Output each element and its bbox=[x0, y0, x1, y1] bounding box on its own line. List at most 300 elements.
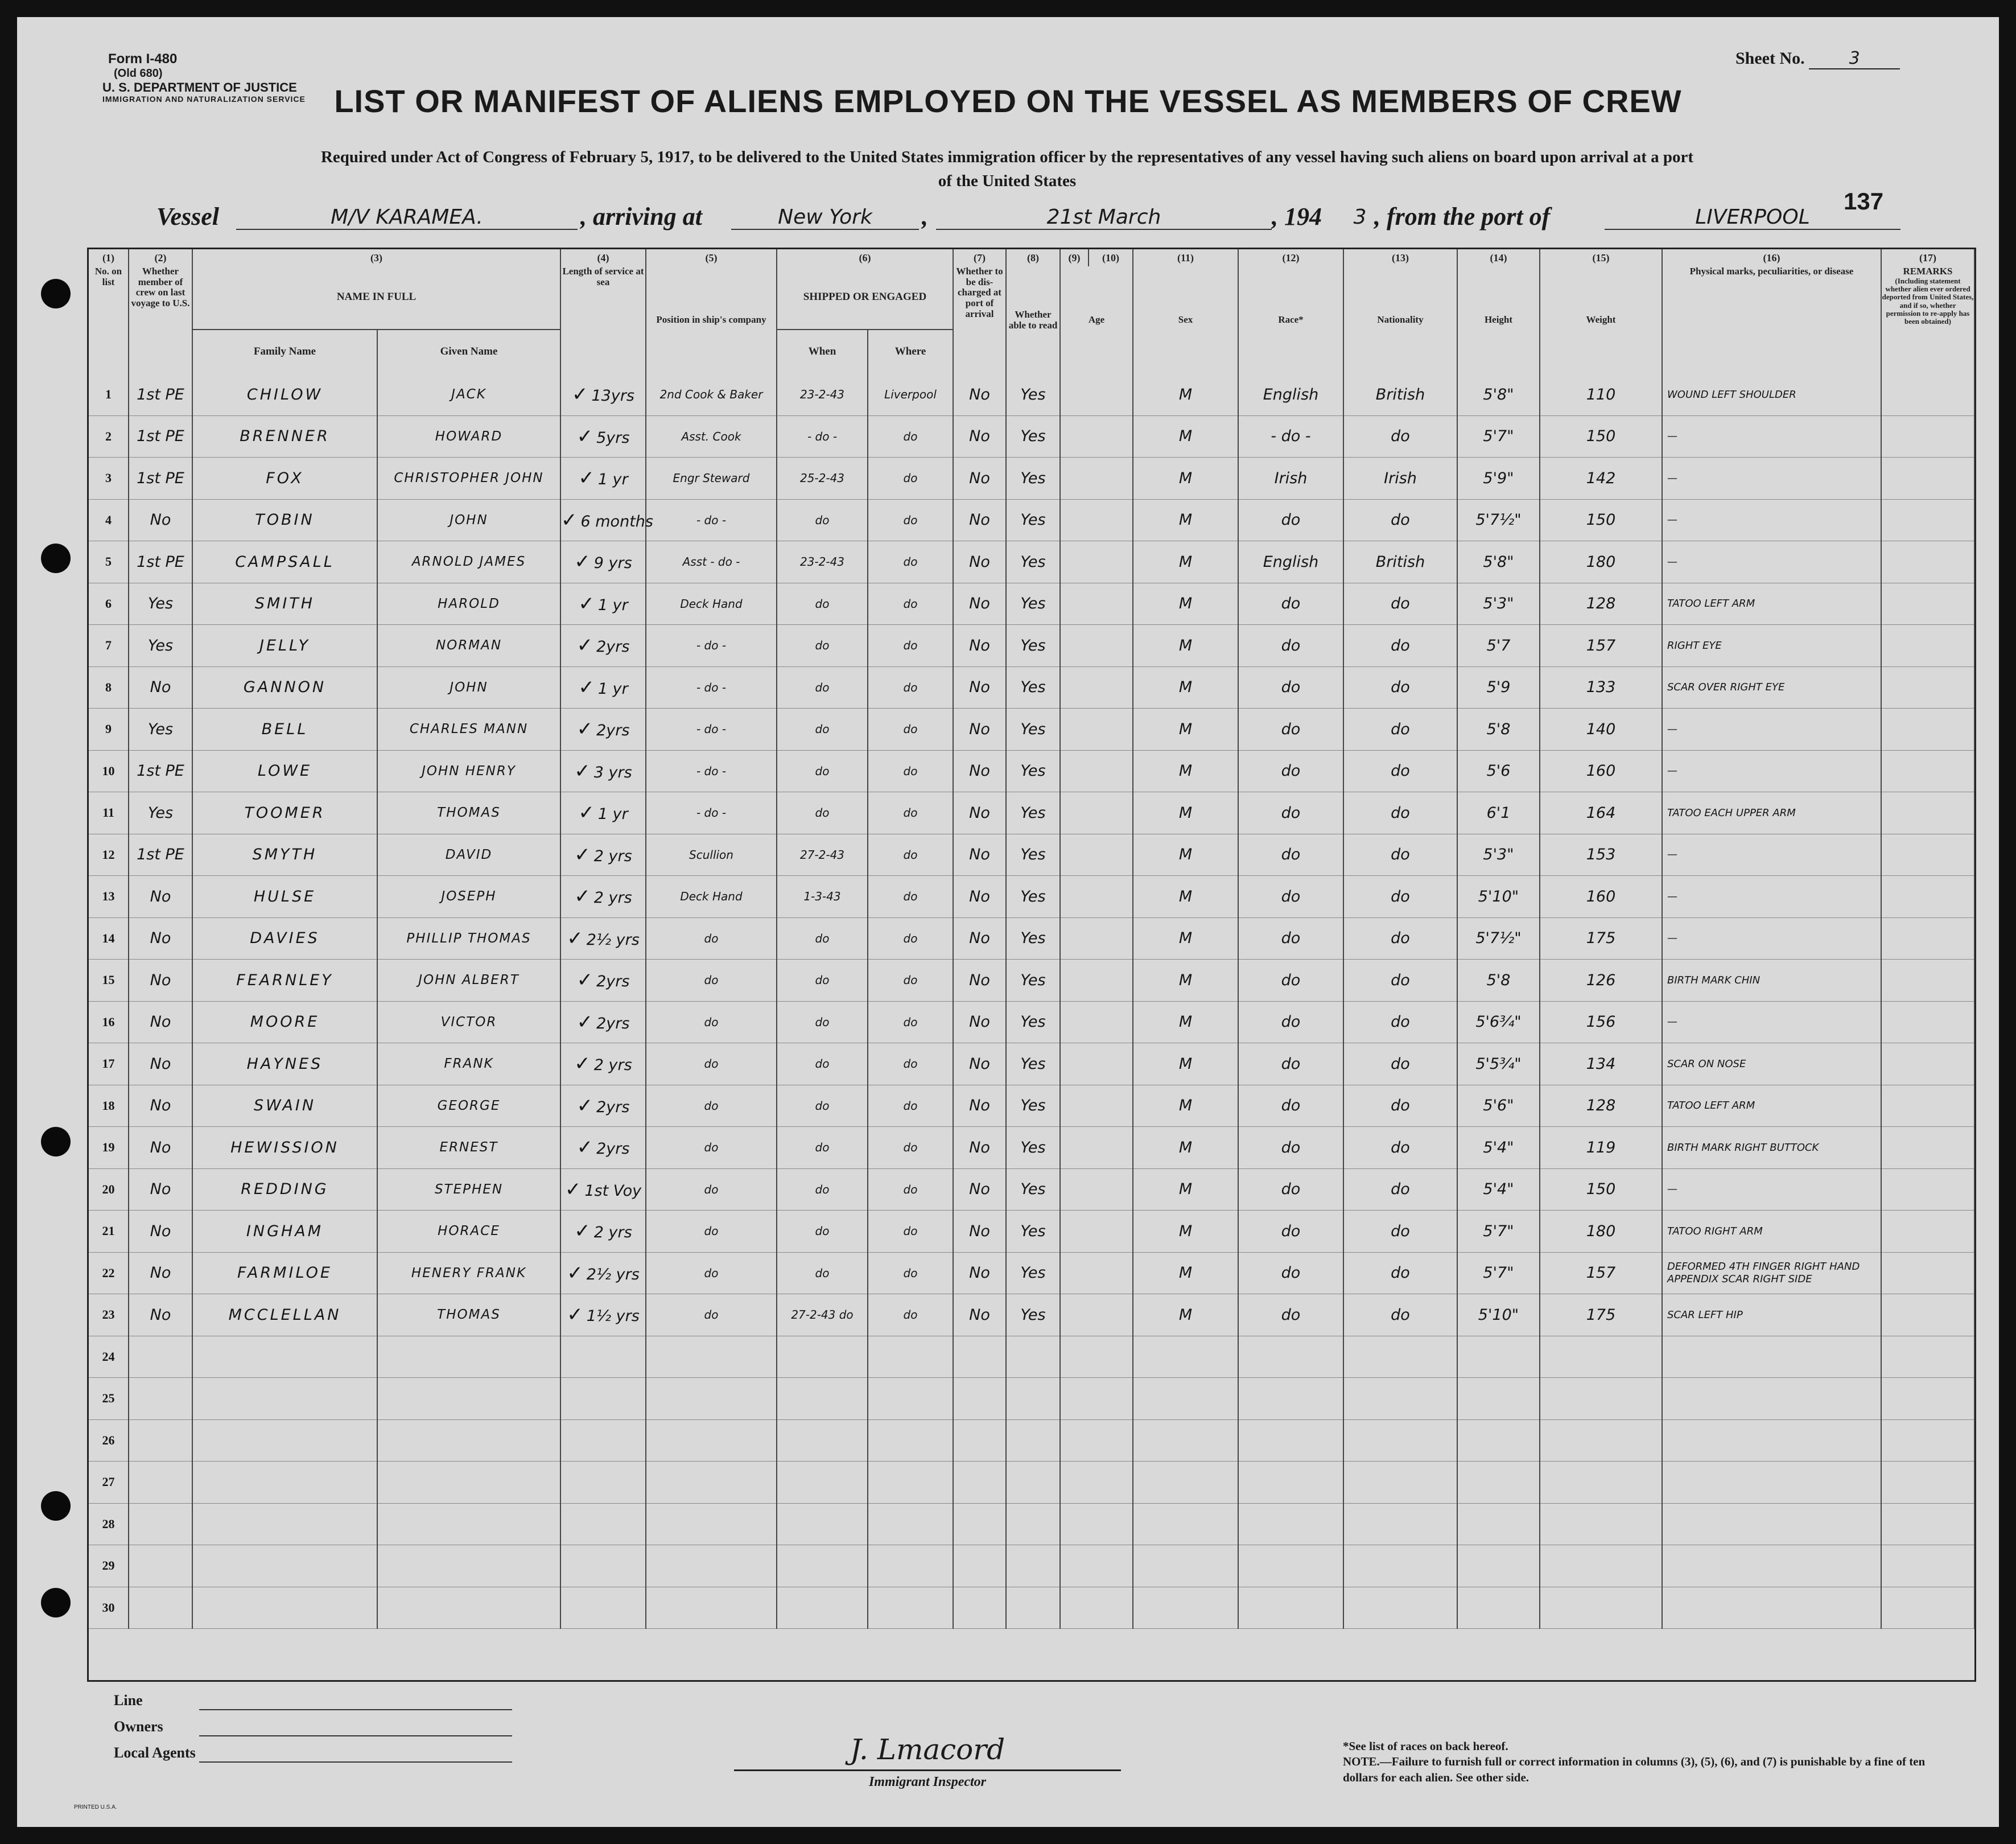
cell-where: do bbox=[868, 666, 953, 709]
cell-race bbox=[1238, 1419, 1343, 1462]
cell-position: do bbox=[646, 917, 777, 960]
header-shipped-engaged: SHIPPED OR ENGAGED bbox=[777, 266, 953, 330]
cell-position bbox=[646, 1336, 777, 1378]
cell-family: FARMILOE bbox=[192, 1252, 377, 1294]
cell-age bbox=[1060, 1336, 1133, 1378]
cell-read bbox=[1006, 1336, 1060, 1378]
cell-remarks bbox=[1881, 1168, 1974, 1211]
cell-sex: M bbox=[1133, 458, 1238, 500]
cell-sex: M bbox=[1133, 876, 1238, 918]
cell-position bbox=[646, 1378, 777, 1420]
cell-weight: 142 bbox=[1540, 458, 1662, 500]
cell-family: SMITH bbox=[192, 583, 377, 625]
cell-where: do bbox=[868, 1085, 953, 1127]
cell-prev bbox=[129, 1378, 192, 1420]
table-row bbox=[89, 625, 1974, 667]
cell-when: do bbox=[777, 625, 868, 667]
cell-position bbox=[646, 1462, 777, 1504]
cell-when: do bbox=[777, 1252, 868, 1294]
cell-disch: No bbox=[953, 834, 1006, 876]
cell-remarks bbox=[1881, 666, 1974, 709]
cell-service: ✓ 2 yrs bbox=[560, 1043, 646, 1085]
cell-position: do bbox=[646, 960, 777, 1002]
cell-position bbox=[646, 1503, 777, 1545]
cell-height: 5'4" bbox=[1457, 1168, 1540, 1211]
table-row bbox=[89, 1545, 1974, 1587]
cell-sex bbox=[1133, 1378, 1238, 1420]
cell-no: 15 bbox=[89, 960, 129, 1002]
cell-height: 5'5¾" bbox=[1457, 1043, 1540, 1085]
cell-nat: do bbox=[1343, 1168, 1457, 1211]
cell-when bbox=[777, 1419, 868, 1462]
cell-family: GANNON bbox=[192, 666, 377, 709]
cell-read: Yes bbox=[1006, 541, 1060, 583]
cell-given: THOMAS bbox=[377, 1294, 560, 1336]
cell-race bbox=[1238, 1587, 1343, 1629]
cell-sex: M bbox=[1133, 1168, 1238, 1211]
cell-nat: do bbox=[1343, 499, 1457, 541]
check-mark-icon: ✓ bbox=[576, 1010, 593, 1034]
cell-when: do bbox=[777, 1127, 868, 1169]
binder-hole bbox=[41, 1588, 71, 1617]
cell-height: 5'7" bbox=[1457, 1252, 1540, 1294]
cell-given: NORMAN bbox=[377, 625, 560, 667]
cell-sex: M bbox=[1133, 374, 1238, 415]
cell-race: do bbox=[1238, 792, 1343, 834]
cell-prev: No bbox=[129, 499, 192, 541]
cell-given: ARNOLD JAMES bbox=[377, 541, 560, 583]
cell-disch: No bbox=[953, 750, 1006, 792]
header-physical-marks: Physical marks, peculiarities, or disease bbox=[1662, 266, 1881, 374]
cell-weight: 160 bbox=[1540, 876, 1662, 918]
cell-family: INGHAM bbox=[192, 1211, 377, 1253]
cell-height: 5'9 bbox=[1457, 666, 1540, 709]
cell-prev: 1st PE bbox=[129, 750, 192, 792]
cell-family: LOWE bbox=[192, 750, 377, 792]
cell-position: - do - bbox=[646, 792, 777, 834]
header-race: Race* bbox=[1238, 266, 1343, 374]
cell-service: ✓ 3 yrs bbox=[560, 750, 646, 792]
cell-nat: do bbox=[1343, 960, 1457, 1002]
cell-where: do bbox=[868, 1043, 953, 1085]
cell-given: CHARLES MANN bbox=[377, 709, 560, 751]
cell-weight: 160 bbox=[1540, 750, 1662, 792]
table-row bbox=[89, 1294, 1974, 1336]
cell-when: do bbox=[777, 1001, 868, 1043]
binder-hole bbox=[41, 1491, 71, 1521]
table-row bbox=[89, 541, 1974, 583]
cell-sex bbox=[1133, 1462, 1238, 1504]
cell-prev bbox=[129, 1419, 192, 1462]
cell-phys: BIRTH MARK CHIN bbox=[1662, 960, 1881, 1002]
cell-disch: No bbox=[953, 709, 1006, 751]
cell-given: DAVID bbox=[377, 834, 560, 876]
cell-service bbox=[560, 1587, 646, 1629]
cell-service: ✓ 2½ yrs bbox=[560, 917, 646, 960]
cell-phys: — bbox=[1662, 750, 1881, 792]
cell-height: 5'8 bbox=[1457, 960, 1540, 1002]
cell-disch: No bbox=[953, 1168, 1006, 1211]
cell-race: do bbox=[1238, 1001, 1343, 1043]
cell-weight bbox=[1540, 1378, 1662, 1420]
cell-where: do bbox=[868, 709, 953, 751]
cell-when: 27-2-43 do bbox=[777, 1294, 868, 1336]
cell-race: do bbox=[1238, 1211, 1343, 1253]
table-row bbox=[89, 792, 1974, 834]
cell-sex: M bbox=[1133, 1043, 1238, 1085]
cell-age bbox=[1060, 1462, 1133, 1504]
check-mark-icon: ✓ bbox=[576, 718, 593, 741]
cell-no: 2 bbox=[89, 415, 129, 458]
cell-phys: SCAR OVER RIGHT EYE bbox=[1662, 666, 1881, 709]
cell-height bbox=[1457, 1545, 1540, 1587]
cell-nat: do bbox=[1343, 750, 1457, 792]
cell-read: Yes bbox=[1006, 1252, 1060, 1294]
cell-prev: No bbox=[129, 666, 192, 709]
cell-when bbox=[777, 1587, 868, 1629]
check-mark-icon: ✓ bbox=[571, 383, 588, 406]
cell-nat bbox=[1343, 1336, 1457, 1378]
cell-remarks bbox=[1881, 415, 1974, 458]
cell-nat: Irish bbox=[1343, 458, 1457, 500]
cell-when: 27-2-43 bbox=[777, 834, 868, 876]
cell-remarks bbox=[1881, 750, 1974, 792]
cell-phys: SCAR ON NOSE bbox=[1662, 1043, 1881, 1085]
cell-nat: do bbox=[1343, 1001, 1457, 1043]
cell-position: 2nd Cook & Baker bbox=[646, 374, 777, 415]
check-mark-icon: ✓ bbox=[578, 592, 595, 615]
document-subtitle: Required under Act of Congress of February 5, 1917, to be delivered to the United States immigration officer by the representatives of any vessel having such aliens on board upon arrival at a port of the United States bbox=[320, 148, 1694, 191]
cell-height: 5'4" bbox=[1457, 1127, 1540, 1169]
cell-service: ✓ 2yrs bbox=[560, 625, 646, 667]
cell-disch bbox=[953, 1587, 1006, 1629]
cell-where: do bbox=[868, 792, 953, 834]
cell-where: do bbox=[868, 1001, 953, 1043]
cell-phys: WOUND LEFT SHOULDER bbox=[1662, 374, 1881, 415]
check-mark-icon: ✓ bbox=[567, 1261, 583, 1285]
cell-sex: M bbox=[1133, 541, 1238, 583]
cell-service: ✓ 1 yr bbox=[560, 458, 646, 500]
cell-sex: M bbox=[1133, 1085, 1238, 1127]
cell-age bbox=[1060, 917, 1133, 960]
cell-family bbox=[192, 1419, 377, 1462]
cell-sex: M bbox=[1133, 583, 1238, 625]
departure-port: LIVERPOOL bbox=[1605, 205, 1900, 230]
check-mark-icon: ✓ bbox=[576, 969, 593, 992]
cell-given: CHRISTOPHER JOHN bbox=[377, 458, 560, 500]
cell-read: Yes bbox=[1006, 666, 1060, 709]
cell-weight: 133 bbox=[1540, 666, 1662, 709]
cell-position: do bbox=[646, 1127, 777, 1169]
cell-sex: M bbox=[1133, 499, 1238, 541]
cell-weight: 164 bbox=[1540, 792, 1662, 834]
cell-phys bbox=[1662, 1336, 1881, 1378]
cell-no: 1 bbox=[89, 374, 129, 415]
check-mark-icon: ✓ bbox=[574, 1220, 591, 1243]
cell-age bbox=[1060, 666, 1133, 709]
cell-race bbox=[1238, 1378, 1343, 1420]
cell-position: do bbox=[646, 1168, 777, 1211]
cell-age bbox=[1060, 1001, 1133, 1043]
cell-no: 26 bbox=[89, 1419, 129, 1462]
cell-race: do bbox=[1238, 917, 1343, 960]
cell-weight: 157 bbox=[1540, 625, 1662, 667]
cell-sex: M bbox=[1133, 917, 1238, 960]
cell-weight bbox=[1540, 1336, 1662, 1378]
cell-age bbox=[1060, 541, 1133, 583]
cell-service: ✓ 9 yrs bbox=[560, 541, 646, 583]
cell-family: DAVIES bbox=[192, 917, 377, 960]
cell-sex bbox=[1133, 1336, 1238, 1378]
cell-weight: 128 bbox=[1540, 1085, 1662, 1127]
cell-disch: No bbox=[953, 792, 1006, 834]
cell-race: English bbox=[1238, 374, 1343, 415]
cell-no: 30 bbox=[89, 1587, 129, 1629]
header-discharged: Whether to be dis-charged at port of arrival bbox=[953, 266, 1006, 374]
cell-service: ✓ 2½ yrs bbox=[560, 1252, 646, 1294]
cell-no: 17 bbox=[89, 1043, 129, 1085]
cell-height: 5'7" bbox=[1457, 415, 1540, 458]
cell-when: 25-2-43 bbox=[777, 458, 868, 500]
cell-remarks bbox=[1881, 1211, 1974, 1253]
crew-rows bbox=[89, 374, 1974, 1629]
column-number-row: (1) (2) (3) (4) (5) (6) (7) (8) (9) (10) (11) (12) (13) (14) (15) (16) (17) bbox=[89, 249, 1974, 266]
cell-read: Yes bbox=[1006, 750, 1060, 792]
cell-no: 5 bbox=[89, 541, 129, 583]
cell-race: do bbox=[1238, 750, 1343, 792]
cell-remarks bbox=[1881, 1503, 1974, 1545]
cell-race: do bbox=[1238, 583, 1343, 625]
printed-mark: PRINTED U.S.A. bbox=[74, 1804, 117, 1810]
header-height: Height bbox=[1457, 266, 1540, 374]
cell-given: STEPHEN bbox=[377, 1168, 560, 1211]
cell-remarks bbox=[1881, 458, 1974, 500]
cell-read bbox=[1006, 1419, 1060, 1462]
cell-nat: do bbox=[1343, 1252, 1457, 1294]
cell-no: 25 bbox=[89, 1378, 129, 1420]
cell-race: do bbox=[1238, 1085, 1343, 1127]
cell-nat: do bbox=[1343, 1043, 1457, 1085]
cell-sex: M bbox=[1133, 750, 1238, 792]
cell-when: do bbox=[777, 917, 868, 960]
cell-height: 5'6" bbox=[1457, 1085, 1540, 1127]
cell-service: ✓ 1½ yrs bbox=[560, 1294, 646, 1336]
cell-no: 4 bbox=[89, 499, 129, 541]
cell-given: VICTOR bbox=[377, 1001, 560, 1043]
cell-weight: 150 bbox=[1540, 499, 1662, 541]
header-given-name: Given Name bbox=[377, 330, 560, 374]
cell-where: do bbox=[868, 917, 953, 960]
cell-position: do bbox=[646, 1043, 777, 1085]
cell-no: 20 bbox=[89, 1168, 129, 1211]
header-nationality: Nationality bbox=[1343, 266, 1457, 374]
cell-no: 23 bbox=[89, 1294, 129, 1336]
cell-height: 5'8 bbox=[1457, 709, 1540, 751]
cell-when: do bbox=[777, 1168, 868, 1211]
inspector-signature: J. Lmacord Immigrant Inspector bbox=[734, 1733, 1121, 1790]
cell-race: do bbox=[1238, 625, 1343, 667]
cell-sex bbox=[1133, 1419, 1238, 1462]
cell-nat: do bbox=[1343, 834, 1457, 876]
cell-read bbox=[1006, 1503, 1060, 1545]
cell-prev bbox=[129, 1503, 192, 1545]
cell-phys: — bbox=[1662, 499, 1881, 541]
cell-family: JELLY bbox=[192, 625, 377, 667]
cell-service bbox=[560, 1462, 646, 1504]
cell-where: Liverpool bbox=[868, 374, 953, 415]
cell-service: ✓ 1st Voy bbox=[560, 1168, 646, 1211]
cell-remarks bbox=[1881, 834, 1974, 876]
cell-family bbox=[192, 1378, 377, 1420]
cell-service: ✓ 1 yr bbox=[560, 666, 646, 709]
year-digit: 3 bbox=[1353, 205, 1367, 229]
vessel-label: Vessel bbox=[156, 203, 219, 230]
cell-no: 8 bbox=[89, 666, 129, 709]
cell-where: do bbox=[868, 1252, 953, 1294]
cell-sex: M bbox=[1133, 709, 1238, 751]
cell-weight: 119 bbox=[1540, 1127, 1662, 1169]
cell-disch: No bbox=[953, 1294, 1006, 1336]
cell-age bbox=[1060, 709, 1133, 751]
cell-race: do bbox=[1238, 1043, 1343, 1085]
cell-height bbox=[1457, 1587, 1540, 1629]
cell-sex bbox=[1133, 1545, 1238, 1587]
cell-when: do bbox=[777, 1211, 868, 1253]
cell-height: 5'7½" bbox=[1457, 499, 1540, 541]
cell-weight: 150 bbox=[1540, 415, 1662, 458]
cell-disch: No bbox=[953, 415, 1006, 458]
cell-sex: M bbox=[1133, 792, 1238, 834]
cell-read: Yes bbox=[1006, 709, 1060, 751]
cell-sex: M bbox=[1133, 1001, 1238, 1043]
header-sex: Sex bbox=[1133, 266, 1238, 374]
cell-phys bbox=[1662, 1419, 1881, 1462]
cell-family: TOOMER bbox=[192, 792, 377, 834]
cell-family bbox=[192, 1545, 377, 1587]
cell-where bbox=[868, 1545, 953, 1587]
cell-position: Deck Hand bbox=[646, 583, 777, 625]
table-row bbox=[89, 1211, 1974, 1253]
table-row bbox=[89, 499, 1974, 541]
local-agents-field: Local Agents bbox=[114, 1740, 512, 1766]
cell-family: BRENNER bbox=[192, 415, 377, 458]
cell-given bbox=[377, 1545, 560, 1587]
cell-weight: 175 bbox=[1540, 1294, 1662, 1336]
cell-position bbox=[646, 1419, 777, 1462]
header-when: When bbox=[777, 330, 868, 374]
cell-disch: No bbox=[953, 666, 1006, 709]
cell-read: Yes bbox=[1006, 960, 1060, 1002]
header-length-service: Length of service at sea bbox=[560, 266, 646, 374]
cell-when: do bbox=[777, 1085, 868, 1127]
cell-prev: 1st PE bbox=[129, 374, 192, 415]
cell-family: HEWISSION bbox=[192, 1127, 377, 1169]
cell-phys: TATOO LEFT ARM bbox=[1662, 583, 1881, 625]
cell-given: JOHN bbox=[377, 499, 560, 541]
cell-service: ✓ 2 yrs bbox=[560, 1211, 646, 1253]
cell-phys: — bbox=[1662, 541, 1881, 583]
check-mark-icon: ✓ bbox=[574, 1052, 591, 1076]
cell-disch: No bbox=[953, 458, 1006, 500]
cell-service bbox=[560, 1545, 646, 1587]
cell-sex: M bbox=[1133, 666, 1238, 709]
cell-where: do bbox=[868, 834, 953, 876]
cell-position: - do - bbox=[646, 709, 777, 751]
cell-remarks bbox=[1881, 709, 1974, 751]
crew-table-frame bbox=[87, 248, 1976, 1682]
form-identifier: Form I-480 (Old 680) U. S. DEPARTMENT OF JUSTICE IMMIGRATION AND NATURALIZATION SERVICE bbox=[102, 51, 306, 104]
cell-read: Yes bbox=[1006, 1001, 1060, 1043]
cell-prev: No bbox=[129, 960, 192, 1002]
cell-height: 5'8" bbox=[1457, 541, 1540, 583]
cell-weight: 128 bbox=[1540, 583, 1662, 625]
cell-sex: M bbox=[1133, 415, 1238, 458]
cell-remarks bbox=[1881, 1378, 1974, 1420]
cell-height: 5'7½" bbox=[1457, 917, 1540, 960]
cell-read: Yes bbox=[1006, 374, 1060, 415]
sheet-number: Sheet No. 3 bbox=[1735, 48, 1900, 69]
cell-where: do bbox=[868, 415, 953, 458]
table-row bbox=[89, 1419, 1974, 1462]
table-row bbox=[89, 876, 1974, 918]
cell-nat: do bbox=[1343, 666, 1457, 709]
cell-when: 23-2-43 bbox=[777, 374, 868, 415]
cell-age bbox=[1060, 1127, 1133, 1169]
table-row bbox=[89, 750, 1974, 792]
cell-age bbox=[1060, 1419, 1133, 1462]
cell-when bbox=[777, 1503, 868, 1545]
cell-position: - do - bbox=[646, 666, 777, 709]
cell-given: JOHN ALBERT bbox=[377, 960, 560, 1002]
cell-where: do bbox=[868, 960, 953, 1002]
cell-race: do bbox=[1238, 709, 1343, 751]
cell-age bbox=[1060, 625, 1133, 667]
cell-height bbox=[1457, 1419, 1540, 1462]
cell-disch: No bbox=[953, 876, 1006, 918]
cell-remarks bbox=[1881, 1419, 1974, 1462]
cell-nat: do bbox=[1343, 792, 1457, 834]
cell-service: ✓ 2yrs bbox=[560, 1001, 646, 1043]
cell-race bbox=[1238, 1503, 1343, 1545]
cell-no: 14 bbox=[89, 917, 129, 960]
cell-service: ✓ 2yrs bbox=[560, 1127, 646, 1169]
cell-weight: 126 bbox=[1540, 960, 1662, 1002]
cell-position: Deck Hand bbox=[646, 876, 777, 918]
cell-family: REDDING bbox=[192, 1168, 377, 1211]
cell-height: 5'10" bbox=[1457, 1294, 1540, 1336]
cell-sex: M bbox=[1133, 1127, 1238, 1169]
cell-family bbox=[192, 1462, 377, 1504]
cell-no: 10 bbox=[89, 750, 129, 792]
cell-weight: 153 bbox=[1540, 834, 1662, 876]
cell-family: BELL bbox=[192, 709, 377, 751]
cell-remarks bbox=[1881, 583, 1974, 625]
cell-read: Yes bbox=[1006, 583, 1060, 625]
cell-disch: No bbox=[953, 960, 1006, 1002]
cell-nat: do bbox=[1343, 415, 1457, 458]
cell-no: 28 bbox=[89, 1503, 129, 1545]
cell-prev bbox=[129, 1336, 192, 1378]
check-mark-icon: ✓ bbox=[578, 801, 595, 825]
cell-where: do bbox=[868, 1294, 953, 1336]
cell-no: 3 bbox=[89, 458, 129, 500]
cell-phys: — bbox=[1662, 917, 1881, 960]
cell-phys: — bbox=[1662, 876, 1881, 918]
cell-service: ✓ 1 yr bbox=[560, 792, 646, 834]
cell-service: ✓ 6 months bbox=[560, 499, 646, 541]
cell-when: do bbox=[777, 1043, 868, 1085]
table-row bbox=[89, 1336, 1974, 1378]
